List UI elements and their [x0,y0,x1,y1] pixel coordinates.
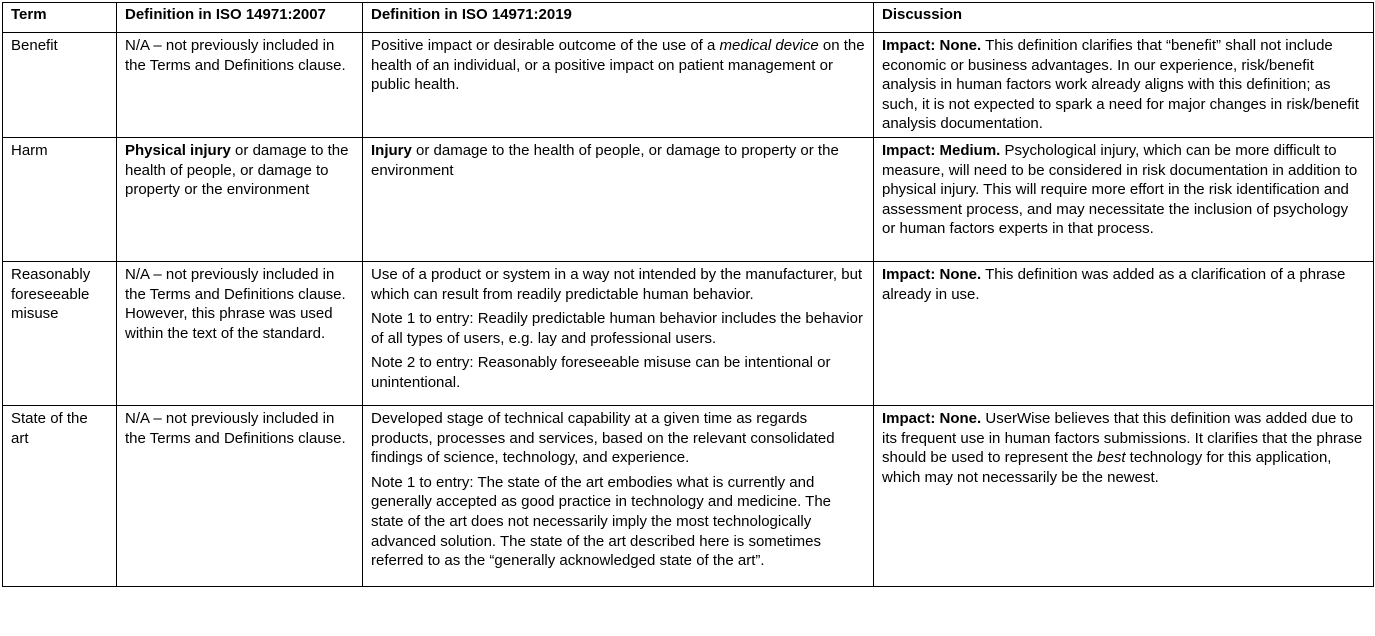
impact-label: Impact: None. [882,410,982,427]
def-2019-paragraph: Developed stage of technical capability at a given time as regards products, processes and services, based on the relevant consolidated findings of science, technology, and experience. [371,410,835,467]
term-cell: Benefit [3,33,117,138]
def-2007-text: or damage to the health of people, or damage to property or the environment [125,142,349,199]
column-header-def-2007: Definition in ISO 14971:2007 [117,3,363,33]
discussion-text: UserWise believes that this definition was added due to its frequent use in human factors submissions. It clarifies that the phrase should be used to represent the [882,410,1363,467]
discussion-cell [874,138,1374,262]
def-2007-cell [117,33,363,138]
def-2019-note-1: Note 1 to entry: The state of the art embodies what is currently and generally accepted as good practice in technology and medicine. The state of the art does not necessarily imply the most technologically advanced solution. The state of the art described here is sometimes referred to as the “generally acknowledged state of the art”. [371,473,832,570]
def-2019-paragraph [371,141,865,180]
def-2019-italic-term: medical device [719,37,819,54]
def-2019-cell [363,406,874,587]
def-2019-cell [363,33,874,138]
table-row [3,406,1374,587]
def-2019-note-2: Note 2 to entry: Reasonably foreseeable misuse can be intentional or unintentional. [371,354,831,391]
impact-label: Impact: None. [882,37,982,54]
def-2007-bold-term: Physical injury [125,142,231,159]
discussion-text: Psychological injury, which can be more difficult to measure, will need to be considered in risk documentation in addition to physical injury. This will require more effort in the risk identification and assessment process, and may necessitate the inclusion of psychology or human factors experts in that process. [882,142,1358,238]
def-2019-text: or damage to the health of people, or damage to property or the environment [371,142,839,179]
def-2019-text: Positive impact or desirable outcome of the use of a [371,37,720,54]
term-cell: Harm [3,138,117,262]
table-row [3,138,1374,262]
discussion-text: This definition was added as a clarification of a phrase already in use. [882,266,1346,303]
column-header-term: Term [3,3,117,33]
discussion-cell [874,406,1374,587]
def-2007-cell [117,262,363,406]
impact-label: Impact: None. [882,266,982,283]
def-2007-text: N/A – not previously included in the Terms and Definitions clause. However, this phrase was used within the text of the standard. [125,266,346,342]
def-2019-bold-term: Injury [371,142,412,159]
discussion-cell [874,262,1374,406]
def-2007-text: N/A – not previously included in the Terms and Definitions clause. [125,37,346,74]
def-2019-note-1: Note 1 to entry: Readily predictable human behavior includes the behavior of all types of users, e.g. lay and professional users. [371,310,863,347]
discussion-text: This definition clarifies that “benefit” shall not include economic or business advantages. In our experience, risk/benefit analysis in human factors work already aligns with this definition; as such, it is not expected to spark a need for major changes in risk/benefit analysis documentation. [882,37,1359,133]
def-2019-paragraph [371,36,865,95]
column-header-def-2019: Definition in ISO 14971:2019 [363,3,874,33]
term-cell: State of the art [3,406,117,587]
def-2007-text: N/A – not previously included in the Terms and Definitions clause. [125,410,346,447]
iso-comparison-table [2,2,1374,587]
def-2019-paragraph: Use of a product or system in a way not intended by the manufacturer, but which can result from readily predictable human behavior. [371,266,863,303]
def-2019-cell [363,138,874,262]
discussion-cell [874,33,1374,138]
def-2007-cell [117,138,363,262]
def-2007-cell [117,406,363,587]
discussion-text-continued: technology for this application, which may not necessarily be the newest. [882,449,1332,486]
table-row [3,262,1374,406]
discussion-italic-word: best [1097,449,1126,467]
def-2019-cell [363,262,874,406]
column-header-discussion: Discussion [874,3,1374,33]
table-header-row [3,3,1374,33]
term-cell: Reasonably foreseeable misuse [3,262,117,406]
def-2019-text-continued: on the health of an individual, or a positive impact on patient management or public health. [371,37,865,94]
table-row [3,33,1374,138]
impact-label: Impact: Medium. [882,142,1001,159]
